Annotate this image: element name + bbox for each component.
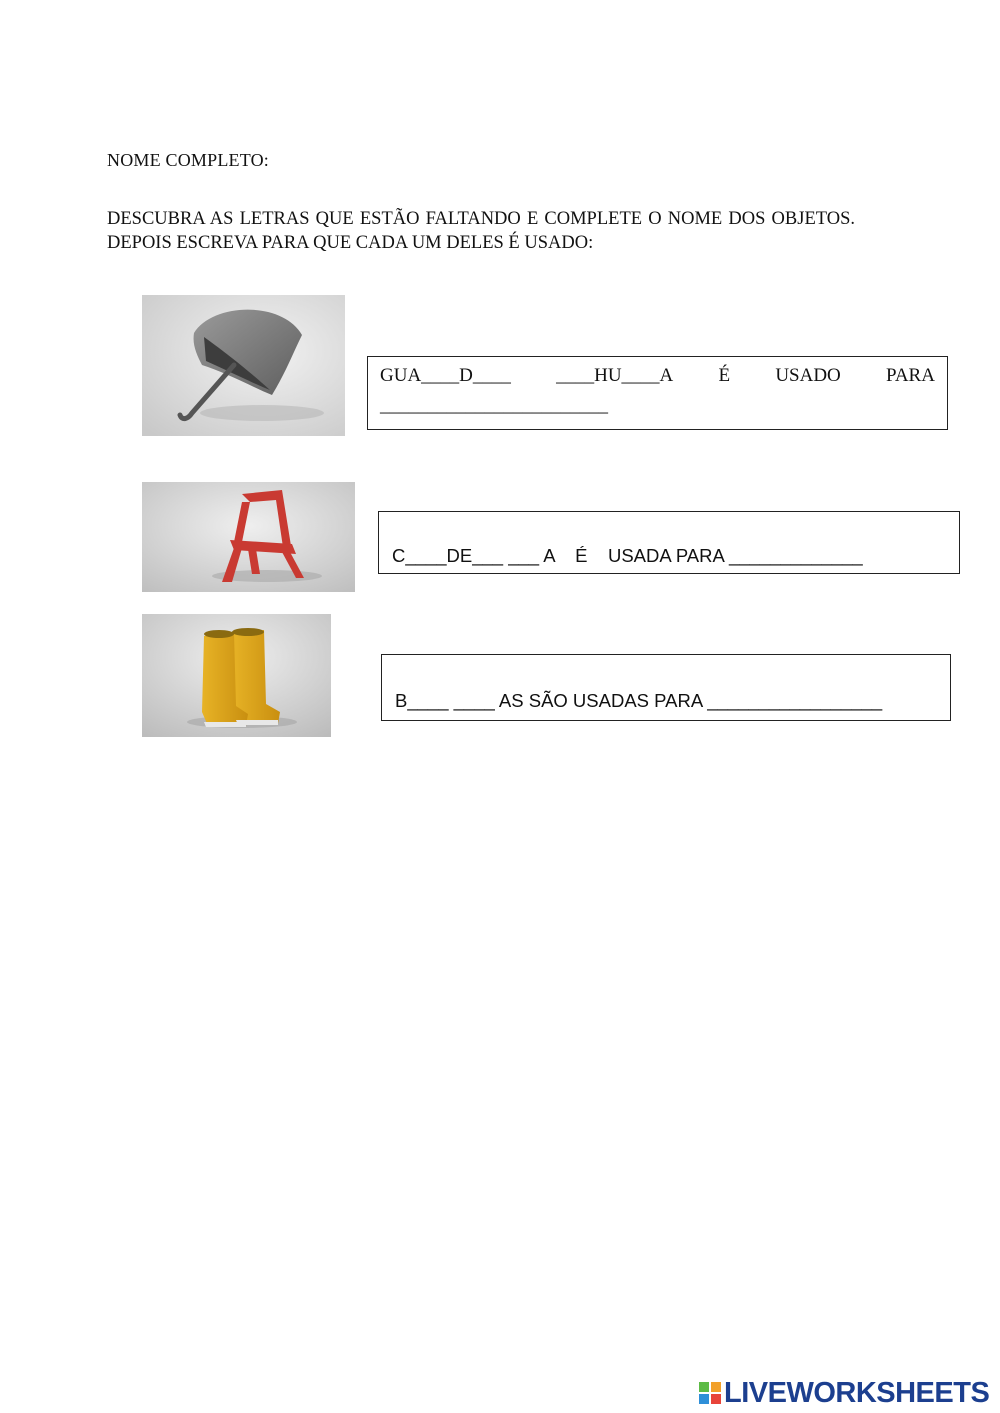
boots-image xyxy=(142,614,331,737)
logo-text: LIVEWORKSHEETS xyxy=(724,1377,990,1409)
chair-answer-line[interactable]: C____DE___ ___ A É USADA PARA _____________ xyxy=(392,545,863,566)
umbrella-icon xyxy=(142,295,345,436)
full-name-label: NOME COMPLETO: xyxy=(107,150,269,170)
chair-answer-box[interactable] xyxy=(378,511,960,574)
umbrella-usage-blank[interactable]: ________________________ xyxy=(380,395,608,416)
rain-boots-icon xyxy=(142,614,331,737)
umbrella-image xyxy=(142,295,345,436)
chair-icon xyxy=(142,482,355,592)
boots-answer-line[interactable]: B____ ____ AS SÃO USADAS PARA _________________ xyxy=(395,690,883,711)
instructions-text: DESCUBRA AS LETRAS QUE ESTÃO FALTANDO E COMPLETE O NOME DOS OBJETOS. DEPOIS ESCREVA PARA QUE CADA UM DELES É USADO: xyxy=(107,209,855,253)
umbrella-answer-line xyxy=(380,365,935,387)
umbrella-word-1[interactable]: GUA____D____ xyxy=(380,365,511,386)
boots-answer-box[interactable] xyxy=(381,654,951,721)
word-para: PARA xyxy=(886,365,935,386)
umbrella-answer-box[interactable] xyxy=(367,356,948,430)
liveworksheets-logo xyxy=(698,1377,989,1410)
umbrella-word-2[interactable]: ____HU____A xyxy=(556,365,674,386)
chair-image xyxy=(142,482,355,592)
logo-mark-icon xyxy=(698,1379,722,1409)
verb-e: É xyxy=(718,365,731,386)
word-usado: USADO xyxy=(775,365,841,386)
